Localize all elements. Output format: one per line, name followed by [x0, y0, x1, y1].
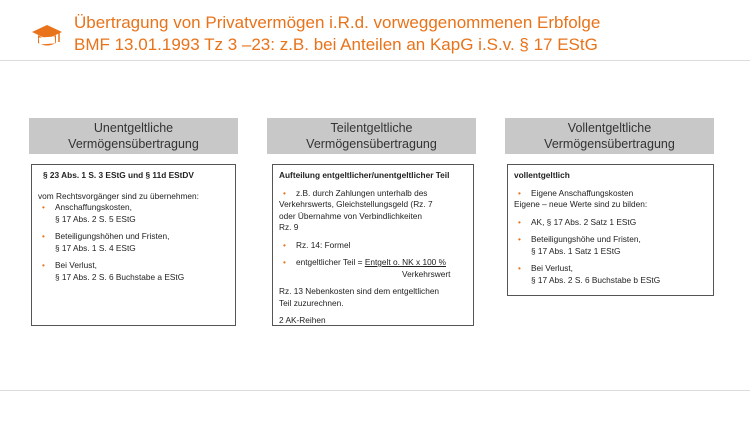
list-item: • AK, § 17 Abs. 2 Satz 1 EStG — [514, 217, 707, 229]
list-item-text: Rz. 9 — [279, 222, 299, 232]
box-unentgeltlich — [31, 164, 236, 326]
list-item: • Rz. 14: Formel — [279, 240, 467, 252]
box-title: vollentgeltlich — [514, 170, 570, 180]
column-header-unentgeltlich: Unentgeltliche Vermögensübertragung — [29, 118, 238, 154]
list-item: • Anschaffungskosten, § 17 Abs. 2 S. 5 EStG — [38, 202, 229, 225]
formula-numerator: Entgelt o. NK x 100 % — [364, 257, 446, 267]
column-header-teilentgeltlich: Teilentgeltliche Vermögensübertragung — [267, 118, 476, 154]
box-intro: Eigene – neue Werte sind zu bilden: — [514, 199, 648, 209]
header-divider — [0, 60, 750, 61]
list-item: • Bei Verlust, § 17 Abs. 2 S. 6 Buchstabe b EStG — [514, 263, 707, 286]
graduation-cap-logo-icon — [30, 20, 64, 50]
page-title: Übertragung von Privatvermögen i.R.d. vorweggenommenen Erbfolge BMF 13.01.1993 Tz 3 –23: z.B. bei Anteilen an KapG i.S.v. § 17 EStG — [74, 13, 601, 54]
formula-item: • entgeltlicher Teil = Entgelt o. NK x 100 % — [279, 257, 467, 269]
list-item: • Eigene Anschaffungskosten — [514, 188, 707, 200]
box-intro: vom Rechtsvorgänger sind zu übernehmen: — [38, 190, 199, 201]
list-item: • Beteiligungshöhen und Fristen, § 17 Abs. 1 S. 4 EStG — [38, 231, 229, 254]
list-item: • Bei Verlust, § 17 Abs. 2 S. 6 Buchstabe a EStG — [38, 260, 229, 283]
list-item-text: Verkehrswerts, Gleichstellungsgeld (Rz. 7 — [279, 199, 433, 209]
box-title: § 23 Abs. 1 S. 3 EStG und § 11d EStDV — [43, 170, 194, 180]
list-item: • Beteiligungshöhe und Fristen, § 17 Abs. 1 Satz 1 EStG — [514, 234, 707, 257]
column-header-vollentgeltlich: Vollentgeltliche Vermögensübertragung — [505, 118, 714, 154]
box-vollentgeltlich — [507, 164, 714, 296]
list-item-text: oder Übernahme von Verbindlichkeiten — [279, 210, 422, 221]
note: 2 AK-Reihen — [279, 315, 326, 325]
note: Teil zuzurechnen. — [279, 297, 344, 308]
formula-denominator: Verkehrswert — [402, 268, 451, 279]
list-item: • z.B. durch Zahlungen unterhalb des — [279, 188, 467, 200]
box-title: Aufteilung entgeltlicher/unentgeltlicher Teil — [279, 170, 450, 180]
footer-divider — [0, 390, 750, 391]
box-teilentgeltlich — [272, 164, 474, 326]
note: Rz. 13 Nebenkosten sind dem entgeltlichen — [279, 286, 440, 296]
